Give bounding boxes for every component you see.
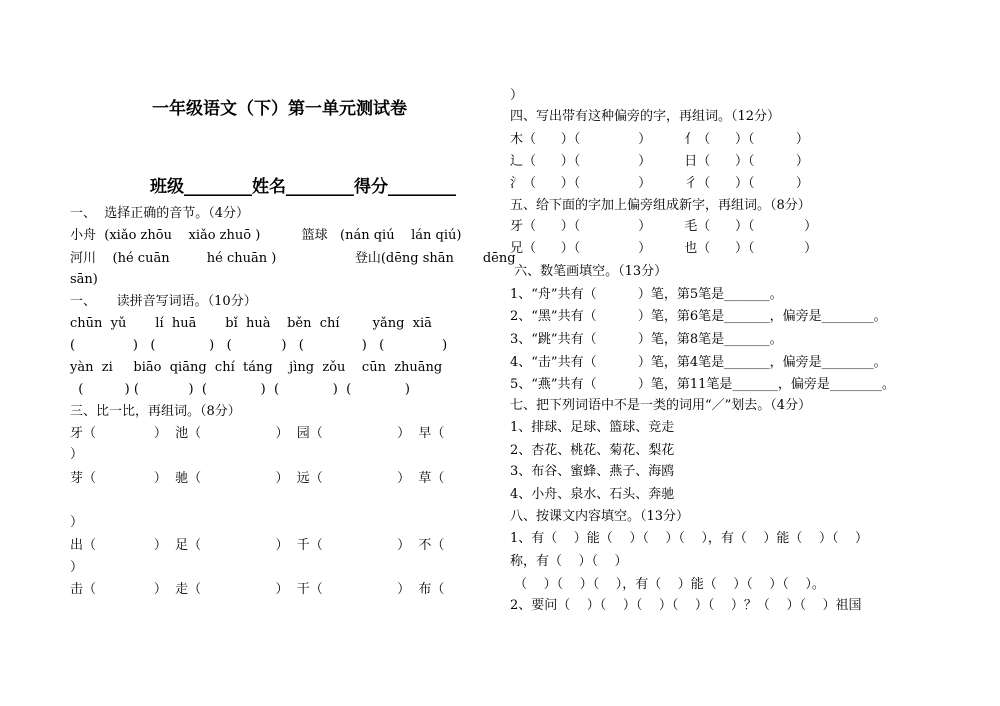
question-line: 出（ ） 足（ ） 千（ ） 不（ xyxy=(70,538,445,553)
section-6-heading: 六、数笔画填空。（13分） xyxy=(510,264,668,279)
question-line: 1、有（ ）能（ ）（ ）（ ），有（ ）能（ ）（ ） xyxy=(510,531,868,546)
exam-title: 一年级语文（下）第一单元测试卷 xyxy=(152,99,407,119)
question-line: 2、要问（ ）（ ）（ ）（ ）（ ）？（ ）（ ）祖国 xyxy=(510,598,862,613)
question-line: 5、“燕”共有（ ）笔，第11笔是_______，偏旁是________。 xyxy=(510,377,895,392)
question-line: 辶（ ）（ ） 日（ ）（ ） xyxy=(510,154,809,169)
question-line: ） xyxy=(510,88,524,103)
answer-blanks: ( ) ( ) ( ) ( ) ( ) xyxy=(70,338,448,353)
student-info-line: 班级________姓名________得分________ xyxy=(150,177,456,197)
question-line: ） xyxy=(70,560,84,575)
question-line: 4、“击”共有（ ）笔，第4笔是_______，偏旁是________。 xyxy=(510,355,887,370)
section-4-heading: 四、写出带有这种偏旁的字，再组词。（12分） xyxy=(510,109,781,124)
question-line: 3、“跳”共有（ ）笔，第8笔是_______。 xyxy=(510,332,783,347)
section-5-heading: 五、给下面的字加上偏旁组成新字，再组词。（8分） xyxy=(510,198,811,213)
question-line: 氵（ ）（ ） 彳（ ）（ ） xyxy=(510,176,809,191)
pinyin-line: yàn zi biāo qiāng chí táng jìng zǒu cūn zhuāng xyxy=(70,360,443,375)
section-7-heading: 七、把下列词语中不是一类的词用“／”划去。（4分） xyxy=(510,398,812,413)
section-3-heading: 三、比一比，再组词。（8分） xyxy=(70,404,241,419)
section-1-heading: 一、 选择正确的音节。（4分） xyxy=(70,206,250,221)
question-line: ） xyxy=(70,447,84,462)
question-line: 牙（ ） 池（ ） 园（ ） 早（ xyxy=(70,426,445,441)
pinyin-line: chūn yǔ lí huā bǐ huà běn chí yǎng xiā xyxy=(70,316,432,331)
section-8-heading: 八、按课文内容填空。（13分） xyxy=(510,509,690,524)
question-line: 击（ ） 走（ ） 干（ ） 布（ xyxy=(70,582,445,597)
question-line: 木（ ）（ ） 亻（ ）（ ） xyxy=(510,132,809,147)
question-line: 1、“舟”共有（ ）笔，第5笔是_______。 xyxy=(510,287,783,302)
question-line: 4、小舟、泉水、石头、奔驰 xyxy=(510,487,675,502)
question-line: 牙（ ）（ ） 毛（ ）（ ） xyxy=(510,219,818,234)
question-line: 1、排球、足球、篮球、竞走 xyxy=(510,420,675,435)
question-line: 河川 (hé cuān hé chuān ) 登山(dēng shān dēng xyxy=(70,251,516,266)
question-line: （ ）（ ）（ ），有（ ）能（ ）（ ）（ ）。 xyxy=(510,577,825,592)
section-2-heading: 一、 读拼音写词语。（10分） xyxy=(70,294,257,309)
question-line: 芽（ ） 驰（ ） 远（ ） 草（ xyxy=(70,471,445,486)
answer-blanks: ( ) ( ) ( ) ( ) ( ) xyxy=(70,382,410,397)
question-line: 小舟 (xiǎo zhōu xiǎo zhuō ) 篮球 (nán qiú lán qiú) xyxy=(70,228,462,243)
question-line: 2、“黑”共有（ ）笔，第6笔是_______，偏旁是________。 xyxy=(510,309,887,324)
question-line: sān) xyxy=(70,272,98,287)
question-line: ） xyxy=(70,515,84,530)
question-line: 2、杏花、桃花、菊花、梨花 xyxy=(510,443,675,458)
question-line: 3、布谷、蜜蜂、燕子、海鸥 xyxy=(510,464,675,479)
question-line: 称，有（ ）（ ） xyxy=(510,554,628,569)
question-line: 兄（ ）（ ） 也（ ）（ ） xyxy=(510,241,818,256)
